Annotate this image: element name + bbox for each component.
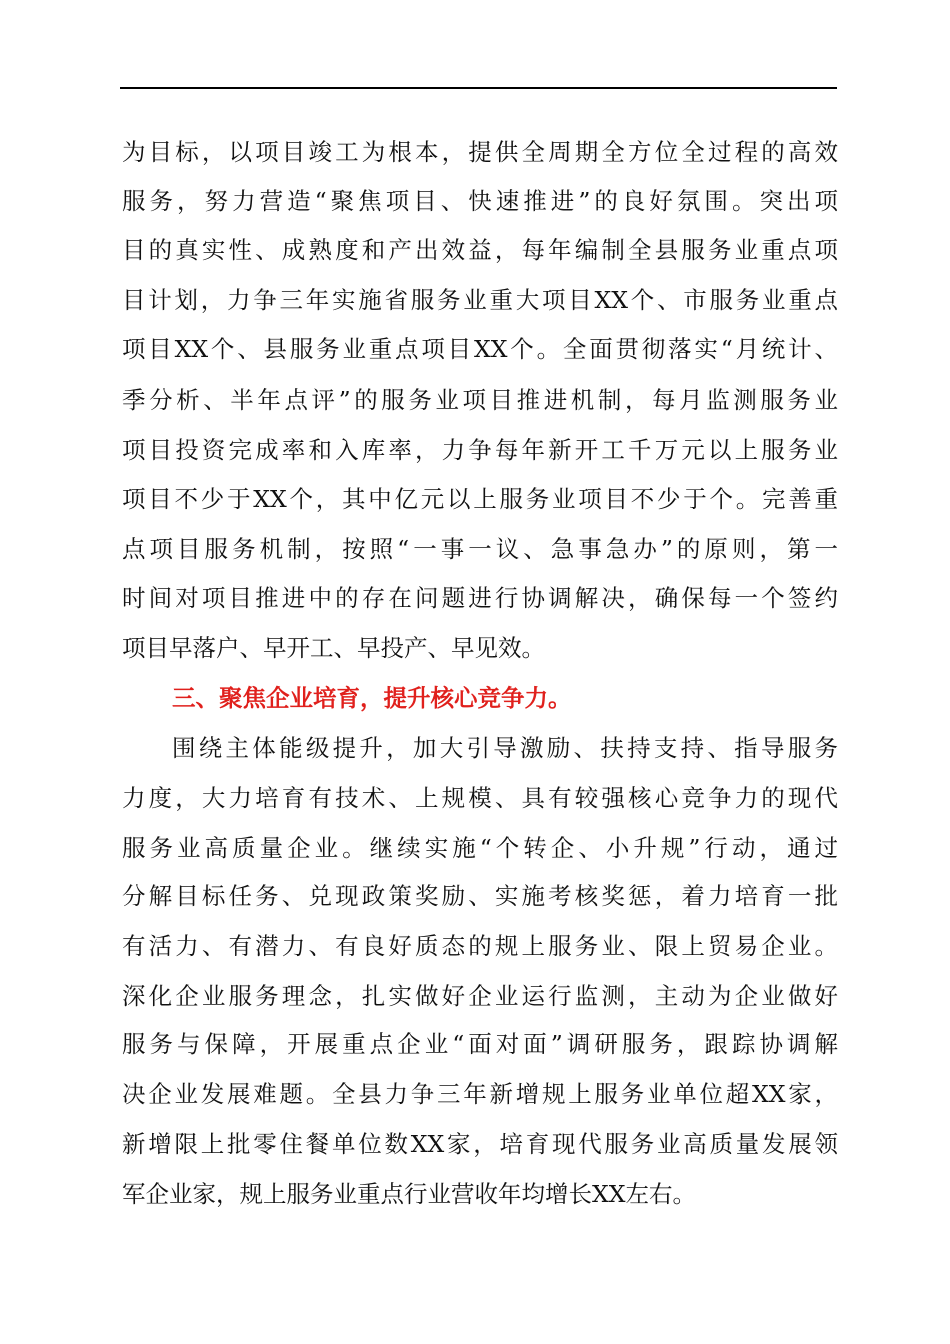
paragraph-1-line: 点项目服务机制，按照“一事一议、急事急办”的原则，第一 [122, 535, 838, 563]
paragraph-1-line: 项目XX个、县服务业重点项目XX个。全面贯彻落实“月统计、 [122, 335, 838, 363]
section-heading: 三、聚焦企业培育，提升核心竞争力。 [172, 684, 572, 712]
paragraph-1-line: 时间对项目推进中的存在问题进行协调解决，确保每一个签约 [122, 584, 838, 612]
paragraph-1-line: 为目标，以项目竣工为根本，提供全周期全方位全过程的高效 [122, 138, 838, 166]
paragraph-2-line: 新增限上批零住餐单位数XX家，培育现代服务业高质量发展领 [122, 1130, 838, 1158]
paragraph-2-line: 深化企业服务理念，扎实做好企业运行监测，主动为企业做好 [122, 982, 838, 1010]
paragraph-1-line: 目的真实性、成熟度和产出效益，每年编制全县服务业重点项 [122, 236, 838, 264]
paragraph-1-line: 服务，努力营造“聚焦项目、快速推进”的良好氛围。突出项 [122, 187, 838, 215]
paragraph-2-line: 有活力、有潜力、有良好质态的规上服务业、限上贸易企业。 [122, 932, 838, 960]
paragraph-2-line: 力度，大力培育有技术、上规模、具有较强核心竞争力的现代 [122, 784, 838, 812]
paragraph-2-line: 服务业高质量企业。继续实施“个转企、小升规”行动，通过 [122, 834, 838, 862]
paragraph-1-line: 项目投资完成率和入库率，力争每年新开工千万元以上服务业 [122, 436, 838, 464]
header-rule [120, 87, 837, 89]
paragraph-2-line: 军企业家，规上服务业重点行业营收年均增长XX左右。 [122, 1180, 696, 1208]
paragraph-2-line: 决企业发展难题。全县力争三年新增规上服务业单位超XX家， [122, 1080, 838, 1108]
paragraph-1-line: 目计划，力争三年实施省服务业重大项目XX个、市服务业重点 [122, 286, 838, 314]
paragraph-2-line: 分解目标任务、兑现政策奖励、实施考核奖惩，着力培育一批 [122, 882, 838, 910]
paragraph-2-line: 服务与保障，开展重点企业“面对面”调研服务，跟踪协调解 [122, 1030, 838, 1058]
paragraph-1-line: 项目不少于XX个，其中亿元以上服务业项目不少于个。完善重 [122, 485, 838, 513]
paragraph-2-line: 围绕主体能级提升，加大引导激励、扶持支持、指导服务 [172, 734, 838, 762]
paragraph-1-line: 项目早落户、早开工、早投产、早见效。 [122, 634, 545, 662]
paragraph-1-line: 季分析、半年点评”的服务业项目推进机制，每月监测服务业 [122, 386, 838, 414]
